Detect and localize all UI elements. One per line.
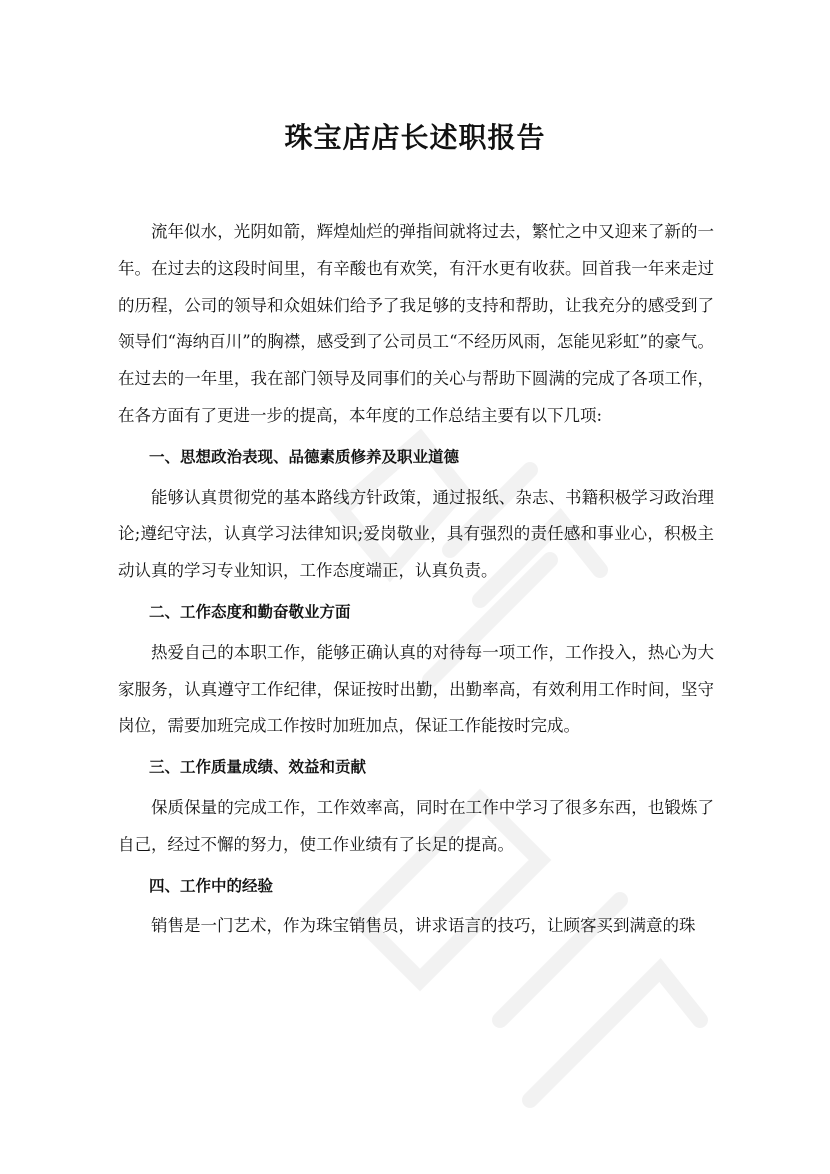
section-body: 热爱自己的本职工作，能够正确认真的对待每一项工作，工作投入，热心为大家服务，认真遵守工作纪律，保证按时出勤，出勤率高，有效利用工作时间，坚守岗位，需要加班完成工作按时加班加点，保证工作能按时完成。 xyxy=(118,642,714,736)
section-heading: 一、思想政治表现、品德素质修养及职业道德 xyxy=(149,446,460,466)
section-heading: 四、工作中的经验 xyxy=(149,875,274,895)
intro-paragraph: 流年似水，光阴如箭，辉煌灿烂的弹指间就将过去，繁忙之中又迎来了新的一年。在过去的这段时间里，有辛酸也有欢笑，有汗水更有收获。回首我一年来走过的历程，公司的领导和众姐妹们给予了我足够的支持和帮助，让我充分的感受到了领导们“海纳百川”的胸襟，感受到了公司员工“不经历风雨，怎能见彩虹”的豪气。在过去的一年里，我在部门领导及同事们的关心与帮助下圆满的完成了各项工作，在各方面有了更进一步的提高，本年度的工作总结主要有以下几项: xyxy=(118,222,714,425)
document-body xyxy=(118,214,714,945)
section-body: 能够认真贯彻党的基本路线方针政策，通过报纸、杂志、书籍积极学习政治理论;遵纪守法，认真学习法律知识;爱岗敬业，具有强烈的责任感和事业心，积极主动认真的学习专业知识，工作态度端正，认真负责。 xyxy=(118,487,714,581)
section-heading: 二、工作态度和勤奋敬业方面 xyxy=(149,601,351,621)
section-heading: 三、工作质量成绩、效益和贡献 xyxy=(149,757,367,777)
document-title: 珠宝店店长述职报告 xyxy=(284,121,546,154)
section-body: 保质保量的完成工作，工作效率高，同时在工作中学习了很多东西，也锻炼了自己，经过不懈的努力，使工作业绩有了长足的提高。 xyxy=(118,797,714,854)
section-body: 销售是一门艺术，作为珠宝销售员，讲求语言的技巧，让顾客买到满意的珠 xyxy=(151,916,696,936)
